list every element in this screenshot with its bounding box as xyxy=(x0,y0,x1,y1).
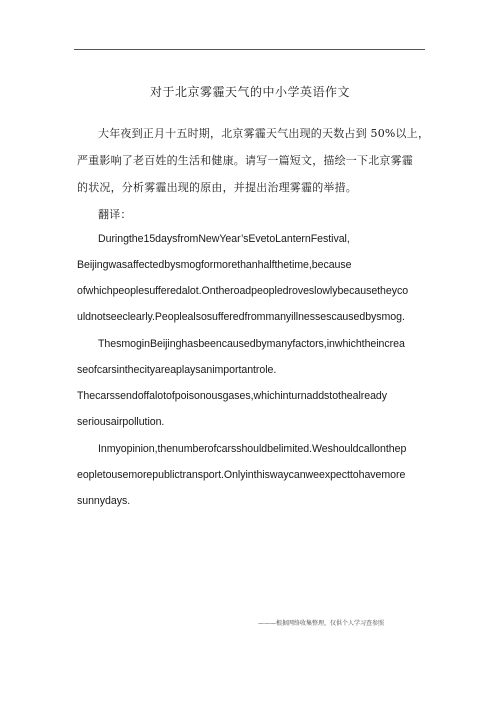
essay-line-7: Thecarssendoffalotofpoisonousgases,whichinturnaddstothealready xyxy=(77,390,388,402)
essay-line-3: ofwhichpeoplesufferedalot.Ontheroadpeopledroveslowlybecausetheyco xyxy=(77,285,409,297)
page-title: 对于北京雾霾天气的中小学英语作文 xyxy=(149,85,350,99)
prompt-line-2: 严重影响了老百姓的生活和健康。请写一篇短文，描绘一下北京雾霾 xyxy=(77,154,413,167)
footer-note: ———根据网络收集整理，仅供个人学习查参照 xyxy=(258,620,385,627)
essay-line-10: eopletousemorepublictransport.Onlyinthiswaycanweexpecttohavemore xyxy=(77,469,406,481)
prompt-line-3: 的状况，分析雾霾出现的原由，并提出治理雾霾的举措。 xyxy=(77,181,357,194)
essay-line-2: Beijingwasaffectedbysmogformorethanhalfthetime,because xyxy=(77,259,352,271)
essay-line-4: uldnotseeclearly.Peoplealsosufferedfrommanyillnessescausedbysmog. xyxy=(77,311,405,323)
essay-line-11: sunnydays. xyxy=(77,495,131,507)
essay-line-9: Inmyopinion,thenumberofcarsshouldbelimited.Weshouldcallonthep xyxy=(98,443,407,455)
prompt-line-1: 大年夜到正月十五时期，北京雾霾天气出现的天数占到 50%以上， xyxy=(98,127,430,140)
essay-line-5: ThesmoginBeijinghasbeencausedbymanyfactors,inwhichtheincrea xyxy=(98,338,405,350)
essay-line-1: Duringthe15daysfromNewYear’sEvetoLanternFestival, xyxy=(98,233,350,245)
essay-line-8: seriousairpollution. xyxy=(77,416,165,428)
essay-line-6: seofcarsinthecityareaplaysanimportantrole. xyxy=(77,364,277,376)
top-rule xyxy=(74,49,425,50)
translation-label: 翻译： xyxy=(98,208,132,221)
